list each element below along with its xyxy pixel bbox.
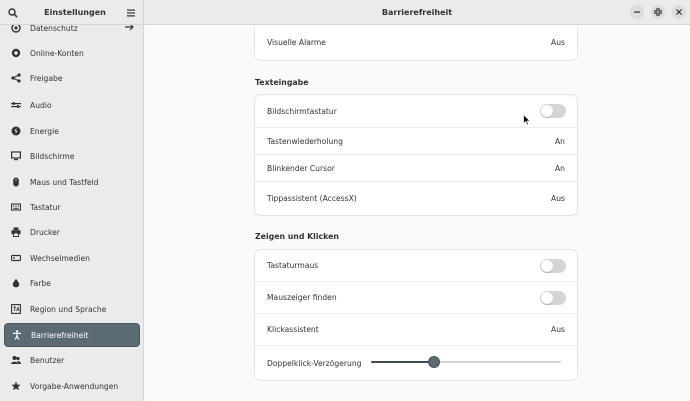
display-icon <box>11 151 21 161</box>
visual-alerts-card <box>255 25 577 60</box>
close-icon <box>676 9 682 15</box>
switch-knob <box>541 260 553 272</box>
sidebar-item-audio[interactable] <box>4 93 140 117</box>
sidebar-item-barrierefreiheit[interactable] <box>4 323 140 347</box>
mouse-pointer-icon <box>523 114 531 128</box>
bildschirmtastatur-switch[interactable] <box>540 104 566 118</box>
tippassistent-row[interactable] <box>255 182 577 215</box>
sidebar-item-label: Barrierefreiheit <box>31 330 89 340</box>
search-button[interactable] <box>4 4 21 21</box>
section-title-texteingabe: Texteingabe <box>255 78 309 87</box>
power-icon <box>11 126 21 136</box>
tastaturmaus-row[interactable] <box>255 250 577 282</box>
sidebar-item-drucker[interactable] <box>4 220 140 244</box>
sidebar-item-datenschutz[interactable] <box>4 25 140 40</box>
row-label: Tippassistent (AccessX) <box>267 194 357 203</box>
row-label: Tastenwiederholung <box>267 136 343 146</box>
hamburger-menu-icon <box>127 9 135 17</box>
minimize-button[interactable] <box>630 5 644 19</box>
sidebar-item-wechselmedien[interactable] <box>4 246 140 270</box>
sidebar-item-tastatur[interactable] <box>4 195 140 219</box>
sidebar-title: Einstellungen <box>44 8 106 17</box>
keyboard-icon <box>11 202 21 212</box>
sidebar-item-label: Datenschutz <box>30 25 78 33</box>
share-icon <box>11 73 21 83</box>
sidebar-item-region-und-sprache[interactable] <box>4 297 140 321</box>
sidebar-item-label: Vorgabe-Anwendungen <box>30 381 119 391</box>
row-label: Tastaturmaus <box>267 261 319 270</box>
mauszeiger-finden-row[interactable] <box>255 282 577 314</box>
row-label: Bildschirmtastatur <box>267 106 337 116</box>
sidebar-item-label: Audio <box>30 100 52 110</box>
sidebar-item-bildschirme[interactable] <box>4 144 140 168</box>
row-value: Aus <box>551 194 565 203</box>
row-label: Klickassistent <box>267 325 319 334</box>
blinkender-cursor-row[interactable] <box>255 155 577 182</box>
privacy-icon <box>11 25 21 33</box>
sidebar-item-benutzer[interactable] <box>4 348 140 372</box>
sidebar-item-label: Drucker <box>30 227 60 237</box>
sidebar-item-label: Wechselmedien <box>30 253 90 263</box>
slider-thumb[interactable] <box>428 356 440 368</box>
sidebar-item-label: Energie <box>30 126 59 136</box>
switch-knob <box>541 292 553 304</box>
users-icon <box>11 355 21 365</box>
mouse-icon <box>11 177 21 187</box>
sidebar-item-maus-und-tastfeld[interactable] <box>4 170 140 194</box>
doppelklick-slider[interactable] <box>371 356 561 368</box>
row-value: Aus <box>551 325 565 334</box>
search-icon <box>8 8 18 18</box>
tastaturmaus-switch[interactable] <box>540 259 566 273</box>
switch-knob <box>541 105 553 117</box>
doppelklick-verzoegerung-row <box>255 346 577 380</box>
row-value: An <box>554 163 565 173</box>
klickassistent-row[interactable] <box>255 314 577 346</box>
accessibility-icon <box>12 330 22 340</box>
sidebar-item-energie[interactable] <box>4 119 140 143</box>
visuelle-alarme-row[interactable] <box>255 25 577 60</box>
sound-icon <box>11 100 21 110</box>
color-icon <box>11 278 21 288</box>
menu-button[interactable] <box>122 4 139 21</box>
region-icon <box>11 304 21 314</box>
sidebar <box>0 25 144 401</box>
row-label: Blinkender Cursor <box>267 163 335 173</box>
default-apps-icon <box>11 381 21 391</box>
close-button[interactable] <box>672 5 686 19</box>
sidebar-item-label: Online-Konten <box>30 48 84 58</box>
header-bar <box>0 0 690 25</box>
online-accounts-icon <box>11 48 21 58</box>
row-label: Doppelklick-Verzögerung <box>267 358 362 368</box>
row-label: Mauszeiger finden <box>267 293 337 302</box>
minimize-icon <box>634 9 640 15</box>
printer-icon <box>11 227 21 237</box>
row-value: An <box>554 136 565 146</box>
sidebar-item-vorgabe-anwendungen[interactable] <box>4 374 140 398</box>
sidebar-header <box>0 0 144 25</box>
section-title-zeigen-und-klicken: Zeigen und Klicken <box>255 232 339 241</box>
sidebar-item-online-konten[interactable] <box>4 41 140 65</box>
sidebar-item-label: Bildschirme <box>30 151 75 161</box>
sidebar-item-label: Freigabe <box>30 73 63 83</box>
restore-icon <box>654 8 662 16</box>
slider-fill <box>371 361 434 363</box>
sidebar-item-label: Tastatur <box>30 202 61 212</box>
page-title: Barrierefreiheit <box>381 8 453 17</box>
removable-media-icon <box>11 253 21 263</box>
tastenwiederholung-row[interactable] <box>255 128 577 155</box>
content-area <box>145 25 690 401</box>
mauszeiger-finden-switch[interactable] <box>540 291 566 305</box>
texteingabe-card <box>255 95 577 215</box>
sidebar-item-label: Farbe <box>30 278 51 288</box>
row-value: Aus <box>551 38 565 47</box>
sidebar-item-label: Benutzer <box>30 355 65 365</box>
restore-button[interactable] <box>651 5 665 19</box>
row-label: Visuelle Alarme <box>267 38 326 47</box>
sidebar-item-label: Maus und Tastfeld <box>30 177 99 187</box>
sidebar-item-label: Region und Sprache <box>30 304 107 314</box>
sidebar-item-freigabe[interactable] <box>4 66 140 90</box>
arrow-right-icon <box>125 25 134 33</box>
zeigen-und-klicken-card <box>255 250 577 380</box>
sidebar-item-farbe[interactable] <box>4 271 140 295</box>
